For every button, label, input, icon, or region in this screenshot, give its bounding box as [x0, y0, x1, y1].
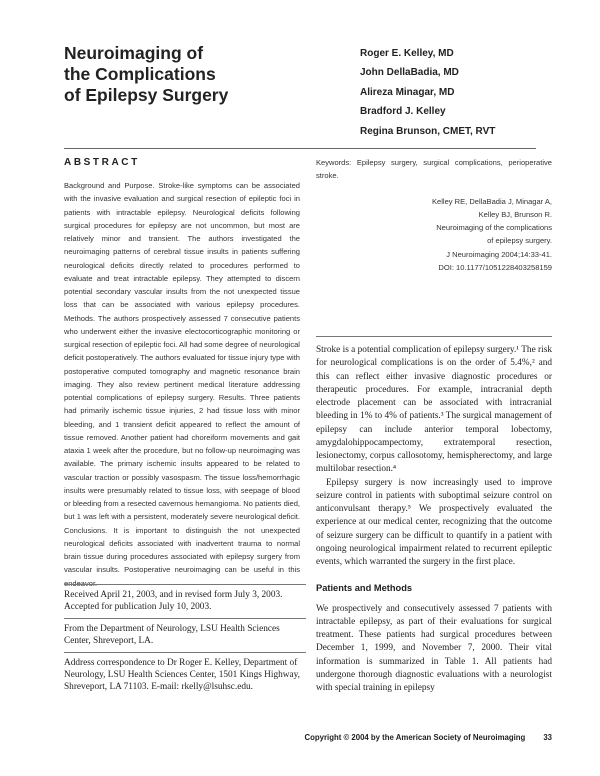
author-name: Regina Brunson, CMET, RVT	[360, 125, 496, 137]
article-body	[316, 344, 552, 695]
author-name: Alireza Minagar, MD	[360, 86, 455, 98]
page-footer	[0, 733, 552, 742]
article-footnotes	[64, 584, 306, 698]
section-heading: Patients and Methods	[316, 583, 413, 594]
abstract-heading: ABSTRACT	[64, 157, 140, 168]
citation-line: of epilepsy surgery.	[487, 236, 552, 246]
received-note: Received April 21, 2003, and in revised form July 3, 2003. Accepted for publication July 10, 2003.	[64, 584, 306, 618]
body-divider	[316, 336, 552, 337]
citation-line: J Neuroimaging 2004;14:33-41.	[446, 249, 552, 259]
citation-line: Neuroimaging of the complications	[436, 223, 552, 232]
title-line: Neuroimaging of	[64, 43, 204, 63]
page-number: 33	[543, 733, 552, 742]
header-divider	[64, 148, 536, 149]
article-title	[64, 43, 314, 106]
body-paragraph: Stroke is a potential complication of epilepsy surgery.¹ The risk for neurological complications is on the order of 5.4%,² and this can reflect either invasive diagnostic procedures or therapeutic procedures. For example, intracranial depth electrode placement can be associated with intracranial bleeding in 1% to 4% of patients.³ The surgical management of epilepsy can include anterior temporal lobectomy, amygdalohippocampectomy, extratemporal resection, lesionectomy, corpus callosotomy, hemispherectomy, and large multilobar resection.⁴	[316, 345, 552, 475]
abstract-text: Background and Purpose. Stroke-like symptoms can be associated with the invasive evaluation and surgical resection of epileptic foci in patients with intractable epilepsy. Neurological deficits following surgical procedures for epilepsy are not uncommon, but most are relatively minor and transient. The authors investigated the neuroimaging patterns of cerebral tissue insults in patients suffering neurological deficits directly related to procedures performed to evaluate and treat intractable epilepsy. They attempted to discern potential secondary vascular insults from the not unexpected tissue loss that can be associated with various epilepsy procedures. Methods. The authors prospectively assessed 7 consecutive patients who underwent either the invasive electocorticographic monitoring or surgical resection of epileptic foci. All had some degree of neurological deficit postoperatively. The authors evaluated for tissue injury type with postoperative computed tomography and magnetic resonance brain imaging. They also review pertinent medical literature addressing potential complications of epilepsy surgery. Results. Three patients had primarily ischemic tissue injuries, 2 had tissue loss with minor bleeding, and 1 transient deficit appeared to reflect the amount of tissue removed. Another patient had choreiform movements and gait ataxia 1 week after the procedure, but no follow-up neuroimaging was available. The primary ischemic insults appeared to be related to vascular traction or possibly vasospasm. The tissue loss/hemorrhagic insults were presumably related to tissue loss, with seepage of blood or bleeding from a resected cavernous hemangioma. No patients died, but 1 was left with a persistent, moderately severe neurological deficit. Conclusions. It is important to distinguish the not unexpected neurological deficits associated with inadvertent trauma to normal brain tissue during procedures associated with epilepsy surgery from vascular insults. Postoperative neuroimaging can be useful in this endeavor.	[64, 181, 300, 588]
body-paragraph: We prospectively and consecutively assessed 7 patients with intractable epilepsy, as part of their evaluations for surgical treatment. These patients had surgical procedures between December 1, 1999, and November 7, 2000. Their vital information is summarized in Table 1. All patients had undergone thorough diagnostic evaluations with a neurologist with special training in epilepsy	[316, 603, 552, 693]
author-name: Roger E. Kelley, MD	[360, 48, 454, 59]
keywords-citation-block	[316, 156, 552, 274]
citation-line: Kelley BJ, Brunson R.	[478, 209, 552, 219]
title-line: of Epilepsy Surgery	[64, 85, 229, 105]
author-name: John DellaBadia, MD	[360, 67, 459, 79]
copyright-notice: Copyright © 2004 by the American Society of Neuroimaging	[304, 733, 526, 742]
citation-line: Kelley RE, DellaBadia J, Minagar A,	[432, 196, 552, 206]
author-list	[360, 44, 580, 141]
citation	[316, 195, 552, 275]
abstract-section	[64, 156, 300, 590]
correspondence-note: Address correspondence to Dr Roger E. Kelley, Department of Neurology, LSU Health Sciences Center, 1501 Kings Highway, Shreveport, LA 71103. E-mail: rkelly@lsuhsc.edu.	[64, 652, 306, 698]
author-name: Bradford J. Kelley	[360, 106, 446, 118]
keywords: Keywords: Epilepsy surgery, surgical complications, perioperative stroke.	[316, 158, 552, 181]
citation-line: DOI: 10.1177/1051228403258159	[438, 262, 552, 272]
affiliation-note: From the Department of Neurology, LSU Health Sciences Center, Shreveport, LA.	[64, 618, 306, 652]
body-paragraph: Epilepsy surgery is now increasingly used to improve seizure control in patients with suboptimal seizure control on anticonvulsant therapy.⁵ We prospectively evaluated the experience at our medical center, recognizing that the outcome of seizure surgery can be difficult to quantify in a patient with ongoing neurological impairment related to recurrent epileptic events, which warranted the surgery in the first place.	[316, 477, 552, 567]
title-line: the Complications	[64, 64, 216, 84]
